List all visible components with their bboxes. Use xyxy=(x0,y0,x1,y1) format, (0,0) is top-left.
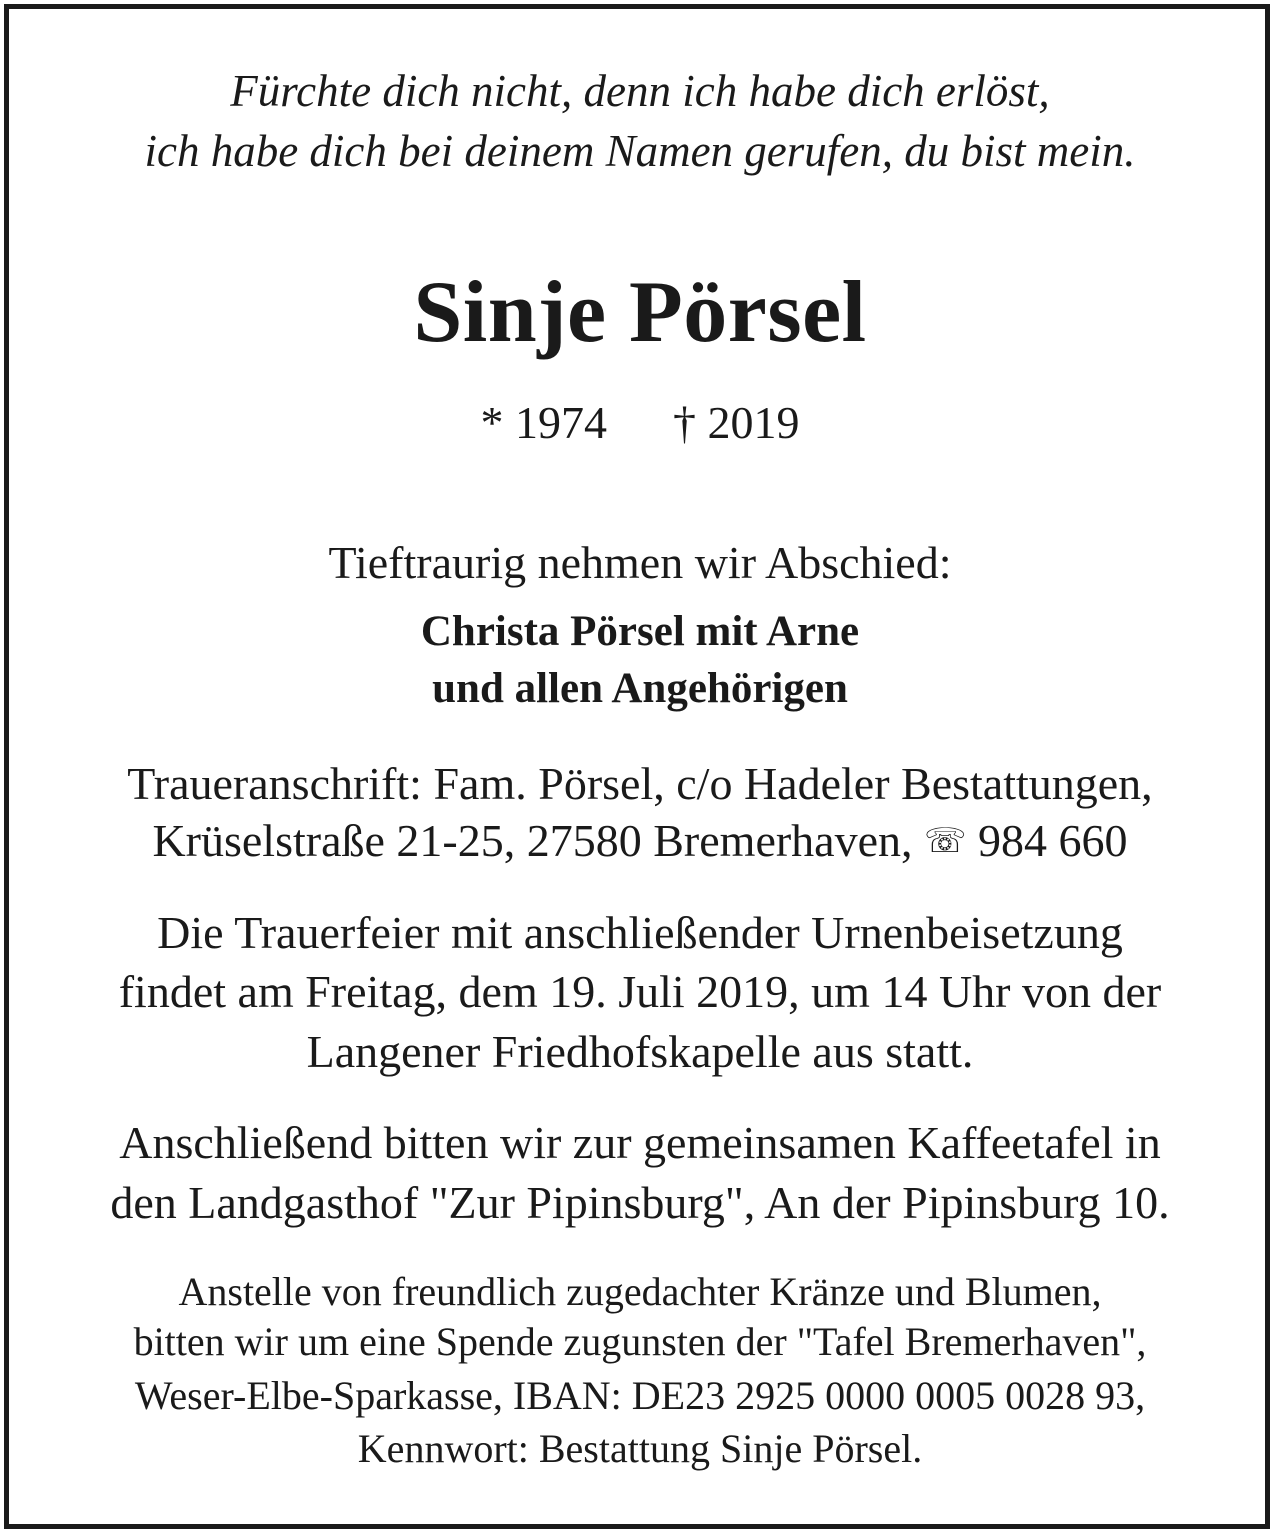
ceremony-line-1: Die Trauerfeier mit anschließender Urnenbeisetzung xyxy=(157,907,1123,958)
death-year: † 2019 xyxy=(673,397,800,448)
donation-line-2: bitten wir um eine Spende zugunsten der "Tafel Bremerhaven", xyxy=(133,1319,1147,1364)
reception-line-1: Anschließend bitten wir zur gemeinsamen Kaffeetafel in xyxy=(119,1117,1161,1168)
address-line-1: Traueranschrift: Fam. Pörsel, c/o Hadeler Bestattungen, xyxy=(127,758,1153,809)
deceased-name: Sinje Pörsel xyxy=(413,264,867,361)
life-dates xyxy=(0,395,1280,451)
ceremony-line-2: findet am Freitag, dem 19. Juli 2019, um 14 Uhr von der xyxy=(118,966,1162,1017)
telephone-icon: ☏ xyxy=(924,821,967,861)
donation-line-3: Weser-Elbe-Sparkasse, IBAN: DE23 2925 0000 0005 0028 93, xyxy=(134,1373,1146,1418)
verse-line-1: Fürchte dich nicht, denn ich habe dich erlöst, xyxy=(230,66,1050,116)
mourners-line-2: und allen Angehörigen xyxy=(432,665,848,712)
donation-line-1: Anstelle von freundlich zugedachter Kränze und Blumen, xyxy=(178,1269,1102,1314)
farewell-intro: Tieftraurig nehmen wir Abschied: xyxy=(328,537,952,588)
verse-line-2: ich habe dich bei deinem Namen gerufen, du bist mein. xyxy=(144,126,1136,176)
phone-number: 984 660 xyxy=(978,815,1128,866)
reception-line-2: den Landgasthof "Zur Pipinsburg", An der Pipinsburg 10. xyxy=(110,1177,1170,1228)
address-street: Krüselstraße 21-25, 27580 Bremerhaven, xyxy=(152,815,913,866)
birth-year: * 1974 xyxy=(480,397,607,448)
donation-line-4: Kennwort: Bestattung Sinje Pörsel. xyxy=(357,1426,923,1471)
mourners-line-1: Christa Pörsel mit Arne xyxy=(420,608,860,655)
address-line-2 xyxy=(0,812,1280,870)
ceremony-line-3: Langener Friedhofskapelle aus statt. xyxy=(306,1026,974,1077)
